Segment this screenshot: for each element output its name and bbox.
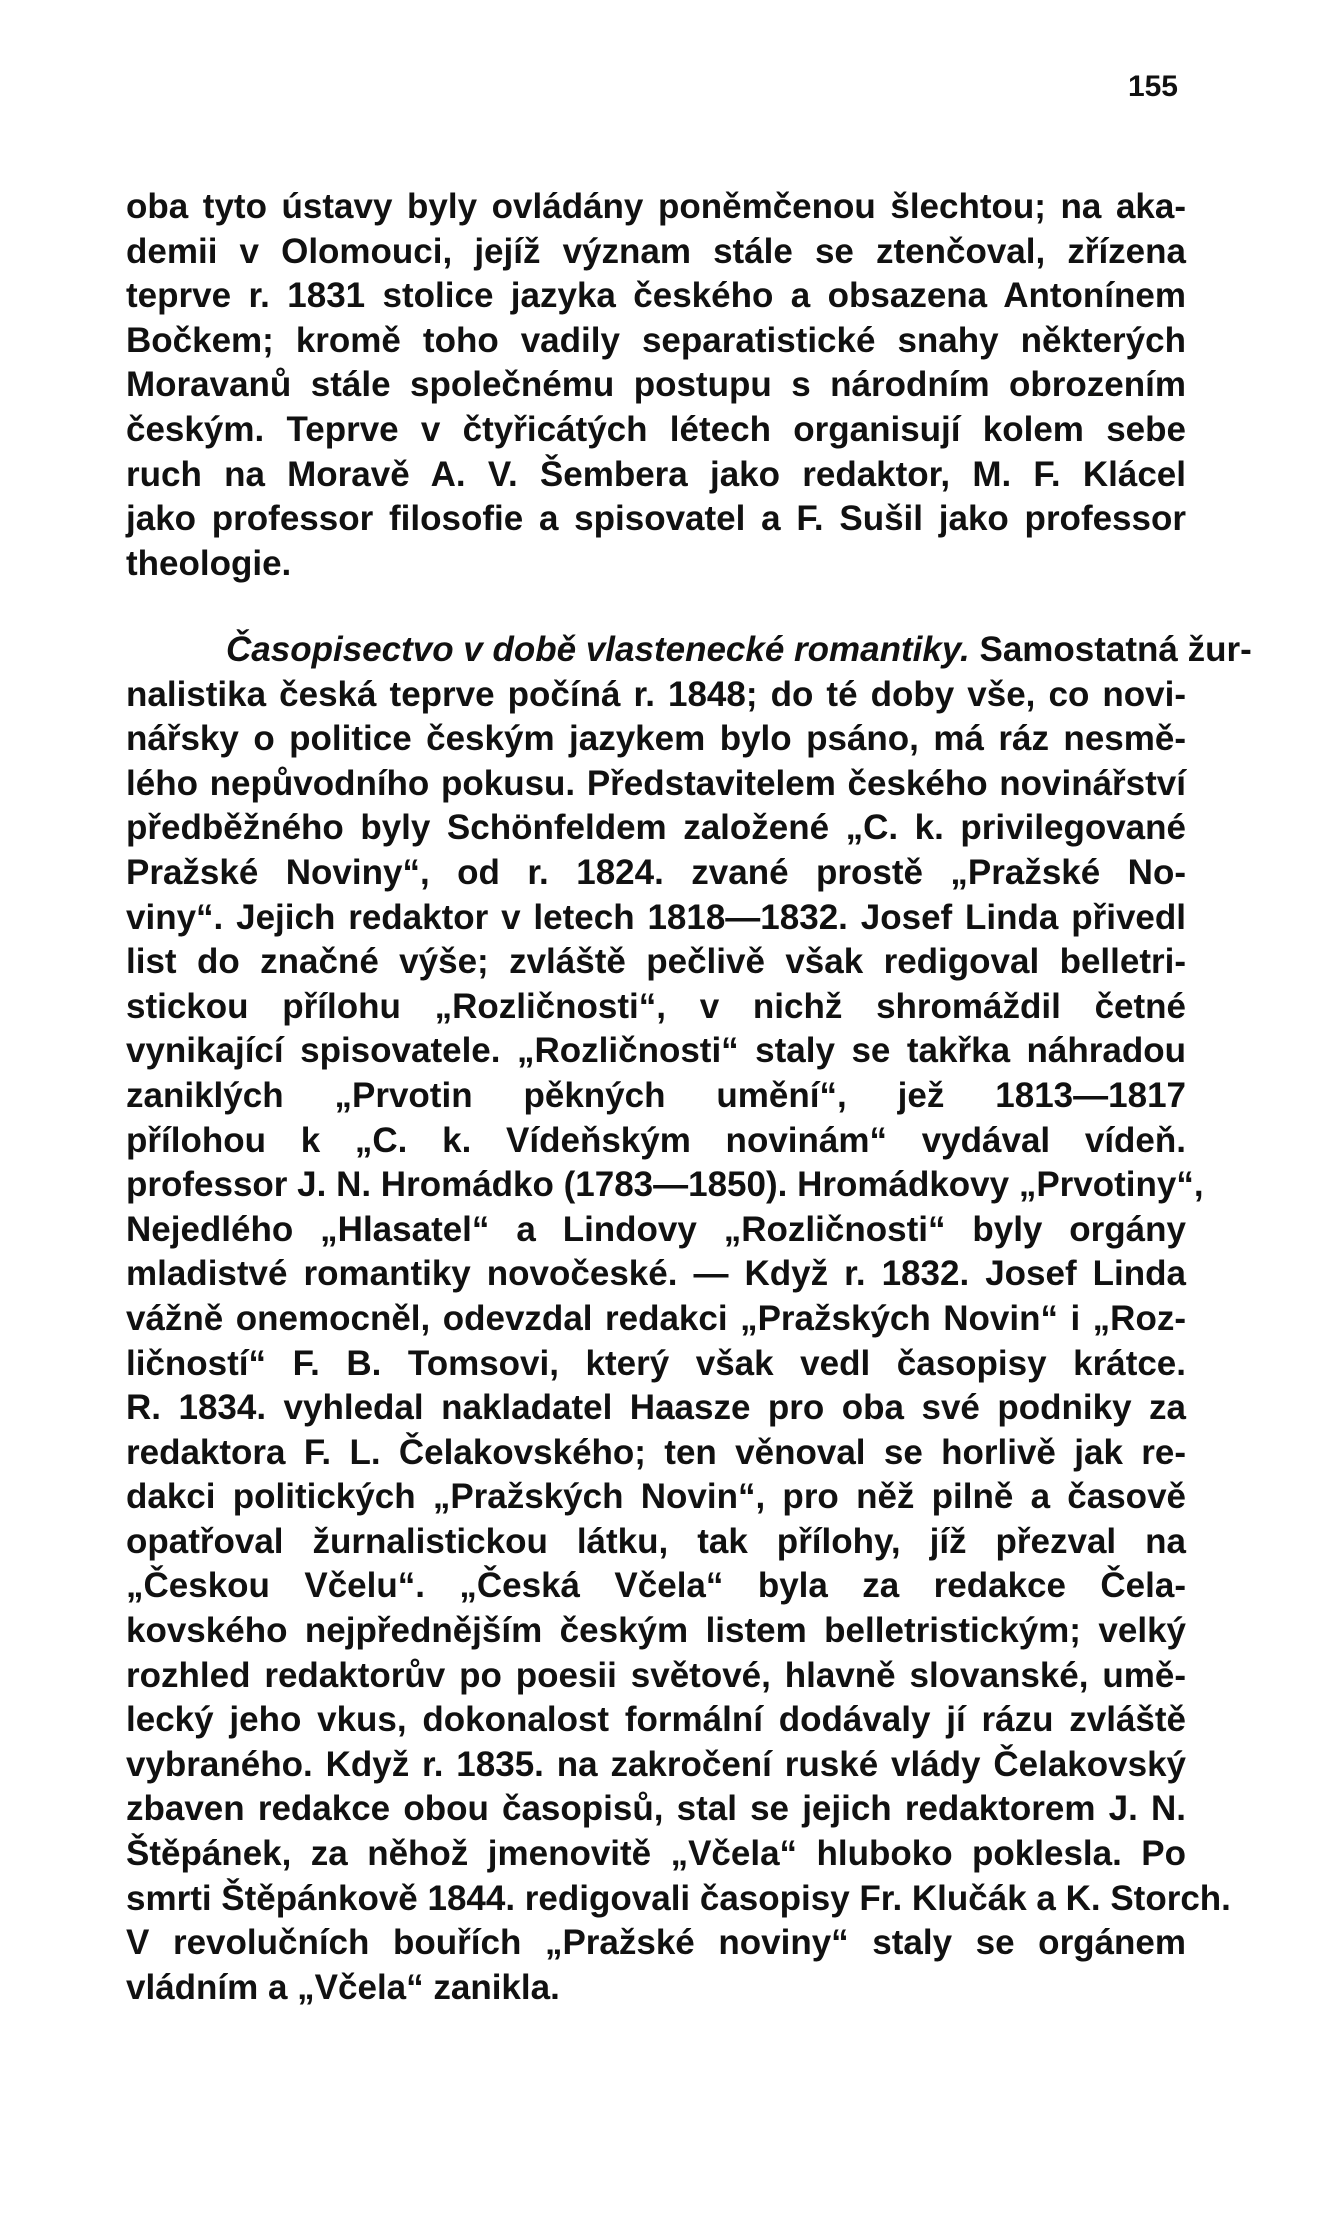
section-heading: Časopisectvo v době vlastenecké romantiky. bbox=[226, 630, 970, 669]
text-line: vybraného. Když r. 1835. na zakročení ruské vlády Čelakovský bbox=[126, 1744, 1186, 1784]
text-line: demii v Olomouci, jejíž význam stále se ztenčoval, zřízena bbox=[126, 231, 1186, 271]
text-line: rozhled redaktorův po poesii světové, hlavně slovanské, umě- bbox=[126, 1655, 1186, 1695]
text-line: předběžného byly Schönfeldem založené „C. k. privilegované bbox=[126, 808, 1186, 848]
text-line: zbaven redakce obou časopisů, stal se jejich redaktorem J. N. bbox=[126, 1789, 1186, 1829]
text-line: kovského nejpřednějším českým listem belletristickým; velký bbox=[126, 1611, 1186, 1651]
text-line: vážně onemocněl, odevzdal redakci „Pražských Novin“ i „Roz- bbox=[126, 1298, 1186, 1338]
text-line: viny“. Jejich redaktor v letech 1818—1832. Josef Linda přivedl bbox=[126, 897, 1186, 937]
text-line: lého nepůvodního pokusu. Představitelem českého novinářství bbox=[126, 763, 1186, 803]
text-line: Pražské Noviny“, od r. 1824. zvané prostě „Pražské No- bbox=[126, 852, 1186, 892]
paragraph-2 bbox=[126, 628, 1252, 2010]
text-line: dakci politických „Pražských Novin“, pro něž pilně a časově bbox=[126, 1477, 1186, 1517]
text-line: nářsky o politice českým jazykem bylo psáno, má ráz nesmě- bbox=[126, 719, 1186, 759]
text-line: „Českou Včelu“. „Česká Včela“ byla za redakce Čela- bbox=[126, 1566, 1186, 1606]
text-line: opatřoval žurnalistickou látku, tak přílohy, jíž přezval na bbox=[126, 1521, 1186, 1561]
text-line: mladistvé romantiky novočeské. — Když r. 1832. Josef Linda bbox=[126, 1254, 1186, 1294]
text-line: list do značné výše; zvláště pečlivě však redigoval belletri- bbox=[126, 942, 1186, 982]
text-line: stickou přílohu „Rozličnosti“, v nichž shromáždil četné bbox=[126, 986, 1186, 1026]
text-line: smrti Štěpánkově 1844. redigovali časopisy Fr. Klučák a K. Storch. bbox=[126, 1878, 1231, 1918]
text-line: lecký jeho vkus, dokonalost formální dodávaly jí rázu zvláště bbox=[126, 1700, 1186, 1740]
text-line: českým. Teprve v čtyřicátých létech organisují kolem sebe bbox=[126, 409, 1186, 449]
paragraph-1 bbox=[126, 185, 1186, 586]
text-line: teprve r. 1831 stolice jazyka českého a obsazena Antonínem bbox=[126, 276, 1186, 316]
text-line: jako professor filosofie a spisovatel a F. Sušil jako professor bbox=[126, 499, 1186, 539]
text-line: R. 1834. vyhledal nakladatel Haasze pro oba své podniky za bbox=[126, 1388, 1186, 1428]
text-line: ruch na Moravě A. V. Šembera jako redaktor, M. F. Klácel bbox=[126, 454, 1186, 494]
text-line: Bočkem; kromě toho vadily separatistické snahy některých bbox=[126, 320, 1186, 360]
text-line: Moravanů stále společnému postupu s národním obrozením bbox=[126, 365, 1186, 405]
text-line: oba tyto ústavy byly ovládány poněmčenou šlechtou; na aka- bbox=[126, 187, 1186, 226]
text-line: vynikající spisovatele. „Rozličnosti“ staly se takřka náhradou bbox=[126, 1031, 1186, 1071]
paragraph-heading-line bbox=[126, 628, 1252, 673]
text-line: V revolučních bouřích „Pražské noviny“ staly se orgánem bbox=[126, 1923, 1186, 1963]
text-line: theologie. bbox=[126, 543, 292, 583]
text-line: vládním a „Včela“ zanikla. bbox=[126, 1967, 560, 2007]
text-fragment: Samostatná žur- bbox=[979, 630, 1252, 669]
text-line: ličností“ F. B. Tomsovi, který však vedl časopisy krátce. bbox=[126, 1343, 1186, 1383]
text-line: redaktora F. L. Čelakovského; ten věnoval se horlivě jak re- bbox=[126, 1432, 1186, 1472]
text-line: Štěpánek, za něhož jmenovitě „Včela“ hluboko poklesla. Po bbox=[126, 1834, 1186, 1874]
text-line: professor J. N. Hromádko (1783—1850). Hromádkovy „Prvotiny“, bbox=[126, 1165, 1204, 1205]
text-line: Nejedlého „Hlasatel“ a Lindovy „Rozličnosti“ byly orgány bbox=[126, 1209, 1186, 1249]
text-line: přílohou k „C. k. Vídeňským novinám“ vydával vídeň. bbox=[126, 1120, 1186, 1160]
text-line: nalistika česká teprve počíná r. 1848; do té doby vše, co novi- bbox=[126, 674, 1186, 714]
page-number: 155 bbox=[1127, 70, 1178, 103]
text-line: zaniklých „Prvotin pěkných umění“, jež 1813—1817 bbox=[126, 1075, 1186, 1115]
